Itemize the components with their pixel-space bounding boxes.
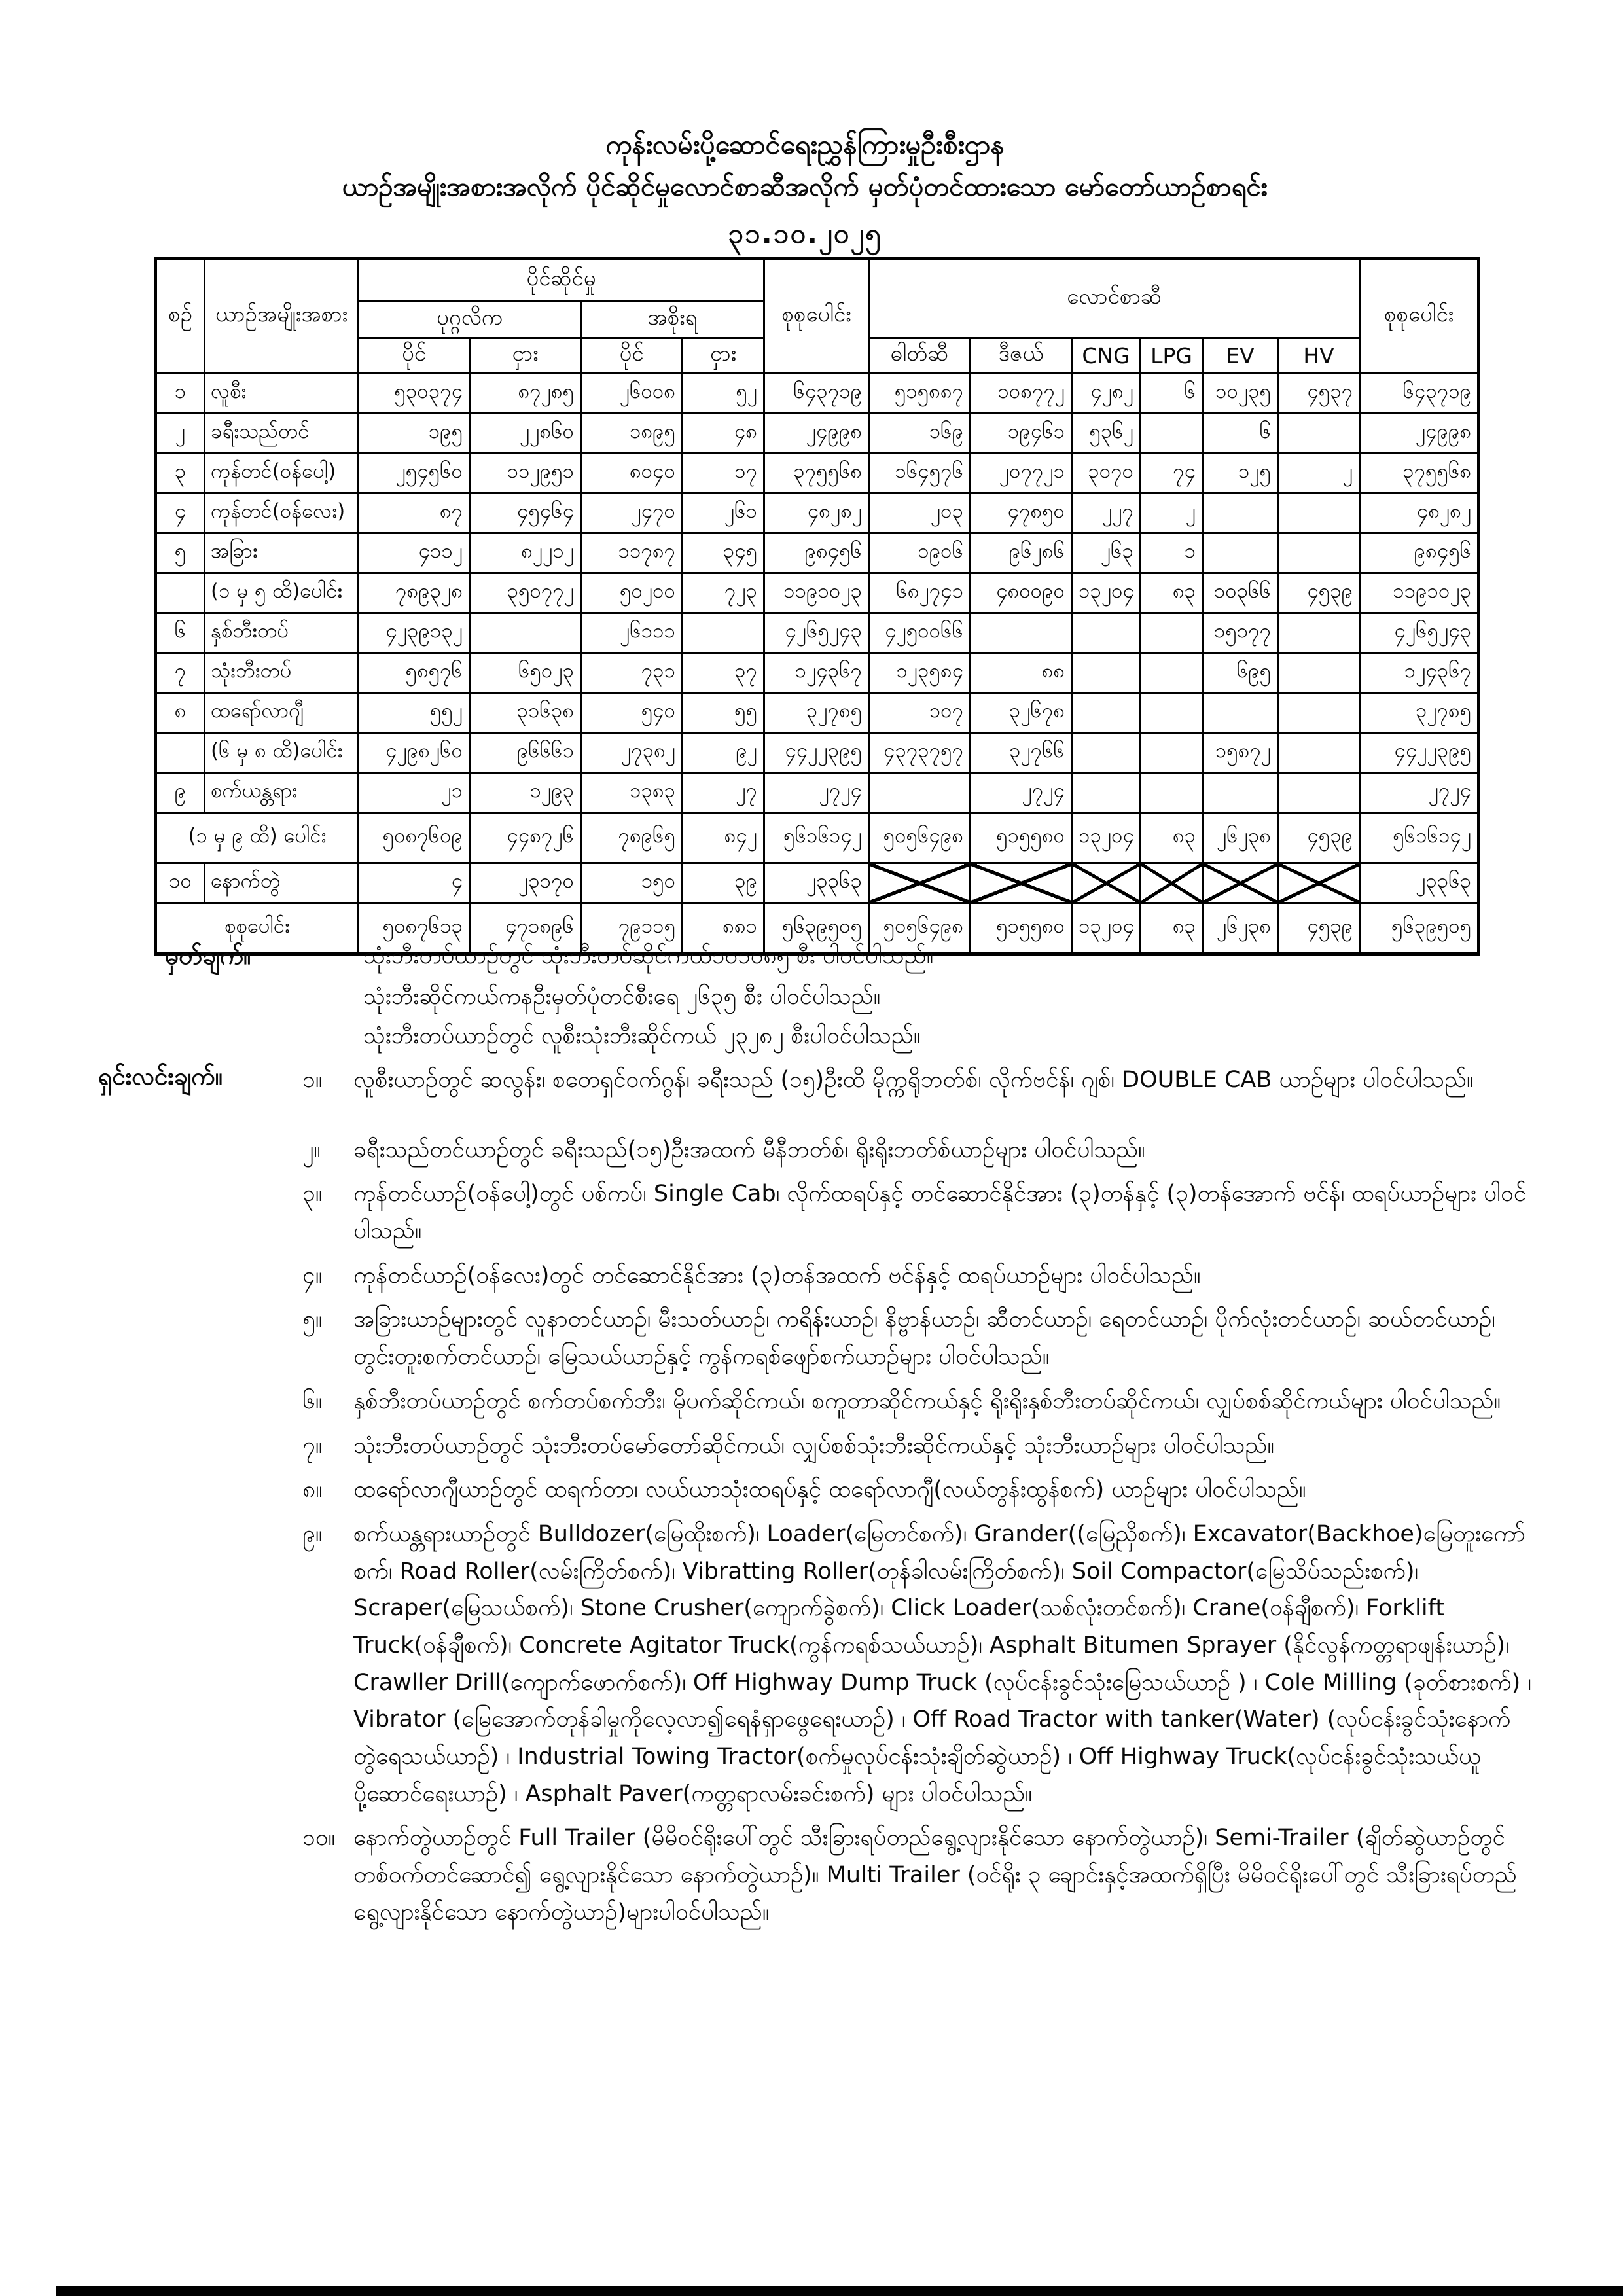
cell-private-hired: ၄၅၄၆၄ bbox=[470, 493, 581, 533]
cell-vehicle-type: သုံးဘီးတပ် bbox=[205, 653, 359, 693]
cell-ownership-total: ၅၆၁၆၁၄၂ bbox=[764, 813, 869, 863]
cell-diesel: ၂၀၇၇၂၁ bbox=[971, 454, 1072, 493]
cell-vehicle-type: စက်ယန္တရား bbox=[205, 773, 359, 813]
explanation-item bbox=[302, 1820, 1531, 1931]
cell-ev bbox=[1203, 773, 1278, 813]
subtotal-row-1-5 bbox=[156, 573, 1479, 613]
cell-hv bbox=[1278, 773, 1360, 813]
cell-govt-hired: ၃၄၅ bbox=[683, 533, 764, 573]
explanations-list bbox=[302, 1062, 1531, 1938]
cell-govt-hired: ၄၈ bbox=[683, 414, 764, 454]
cell-total: ၂၃၃၆၃ bbox=[1360, 863, 1479, 903]
cell-private-hired: ၄၇၁၈၉၆ bbox=[470, 903, 581, 954]
cell-private-hired: ၈၇၂၈၅ bbox=[470, 374, 581, 414]
cell-subtotal-label: (၆ မှ ၈ ထိ)ပေါင်း bbox=[205, 733, 359, 773]
cell-govt-owned: ၁၈၉၅ bbox=[581, 414, 683, 454]
table-row bbox=[156, 863, 1479, 903]
cell-total: ၃၇၅၅၆၈ bbox=[1360, 454, 1479, 493]
table-row bbox=[156, 374, 1479, 414]
cell-private-hired: ၂၂၈၆၀ bbox=[470, 414, 581, 454]
cell-ownership-total: ၁၂၄၃၆၇ bbox=[764, 653, 869, 693]
cell-hv: ၄၅၃၉ bbox=[1278, 903, 1360, 954]
col-header-private-hire: ငှား bbox=[470, 338, 581, 374]
cell-total: ၄၄၂၂၃၉၅ bbox=[1360, 733, 1479, 773]
cell-private-hired: ၃၁၆၃၈ bbox=[470, 693, 581, 733]
cell-cng: ၁၃၂၀၄ bbox=[1072, 813, 1141, 863]
note-line: သုံးဘီးတပ်ယာဉ်တွင် သုံးဘီးတပ်ဆိုင်ကယ်၁၀၁၀၈၅ စီး ပါဝင်ပါသည်။ bbox=[363, 943, 934, 969]
cell-diesel: ၄၈၀၀၉၀ bbox=[971, 573, 1072, 613]
cell-cng bbox=[1072, 773, 1141, 813]
cell-vehicle-type: နှစ်ဘီးတပ် bbox=[205, 613, 359, 653]
cell-govt-owned: ၇၈၉၆၅ bbox=[581, 813, 683, 863]
explanation-item bbox=[302, 1301, 1531, 1375]
cell-cng: ၄၂၈၂ bbox=[1072, 374, 1141, 414]
cell-private-owned: ၄၂၉၈၂၆၀ bbox=[359, 733, 470, 773]
cell-total: ၂၄၉၉၈ bbox=[1360, 414, 1479, 454]
cell-hv: ၄၅၃၉ bbox=[1278, 573, 1360, 613]
cell-total: ၉၈၄၅၆ bbox=[1360, 533, 1479, 573]
cell-no: ၅ bbox=[156, 533, 205, 573]
cell-ev bbox=[1203, 493, 1278, 533]
col-header-diesel: ဒီဇယ် bbox=[971, 338, 1072, 374]
col-header-government: အစိုးရ bbox=[581, 302, 764, 338]
cell-ev-crossed bbox=[1203, 863, 1278, 903]
cell-no: ၈ bbox=[156, 693, 205, 733]
explanations-label: ရှင်းလင်းချက်။ bbox=[98, 1062, 223, 1090]
col-header-no: စဉ် bbox=[156, 259, 205, 374]
explanation-item bbox=[302, 1175, 1531, 1249]
cell-private-owned: ၅၈၅၇၆ bbox=[359, 653, 470, 693]
table-row bbox=[156, 613, 1479, 653]
cell-ownership-total: ၂၄၉၉၈ bbox=[764, 414, 869, 454]
cell-private-owned: ၅၅၂ bbox=[359, 693, 470, 733]
note-line: သုံးဘီးတပ်ယာဉ်တွင် လူစီးသုံးဘီးဆိုင်ကယ် ၂၃၂၈၂ စီးပါဝင်ပါသည်။ bbox=[363, 1023, 921, 1049]
cell-vehicle-type: အခြား bbox=[205, 533, 359, 573]
cell-govt-owned: ၂၆၀၀၈ bbox=[581, 374, 683, 414]
cell-lpg: ၆ bbox=[1141, 374, 1203, 414]
cell-ev bbox=[1203, 533, 1278, 573]
cell-govt-hired: ၁၇ bbox=[683, 454, 764, 493]
cell-ownership-total: ၄၂၆၅၂၄၃ bbox=[764, 613, 869, 653]
cell-ev: ၂၆၂၃၈ bbox=[1203, 813, 1278, 863]
explanation-item bbox=[302, 1471, 1531, 1509]
col-header-hv: HV bbox=[1278, 338, 1360, 374]
item-number: ၃။ bbox=[302, 1181, 323, 1208]
cell-lpg-crossed bbox=[1141, 863, 1203, 903]
cell-hv: ၄၅၃၉ bbox=[1278, 813, 1360, 863]
table-row bbox=[156, 493, 1479, 533]
cell-total: ၁၁၉၁၀၂၃ bbox=[1360, 573, 1479, 613]
department-title: ကုန်းလမ်းပို့ဆောင်ရေးညွှန်ကြားမှုဦးစီးဌာန bbox=[605, 129, 1005, 160]
cell-hv: ၂ bbox=[1278, 454, 1360, 493]
report-date: ၃၁.၁၀.၂၀၂၅ bbox=[728, 217, 882, 249]
cell-no: ၄ bbox=[156, 493, 205, 533]
cell-lpg: ၈၃ bbox=[1141, 813, 1203, 863]
cell-hv bbox=[1278, 493, 1360, 533]
cell-lpg bbox=[1141, 773, 1203, 813]
cell-no: ၁၀ bbox=[156, 863, 205, 903]
cell-ev: ၆၉၅ bbox=[1203, 653, 1278, 693]
item-number: ၁၀။ bbox=[302, 1825, 335, 1852]
cell-lpg bbox=[1141, 653, 1203, 693]
cell-no: ၆ bbox=[156, 613, 205, 653]
cell-private-owned: ၂၁ bbox=[359, 773, 470, 813]
cell-ownership-total: ၃၇၅၅၆၈ bbox=[764, 454, 869, 493]
cell-govt-hired: ၇၂၃ bbox=[683, 573, 764, 613]
cell-ownership-total: ၉၈၄၅၆ bbox=[764, 533, 869, 573]
col-header-govt-own: ပိုင် bbox=[581, 338, 683, 374]
cell-cng bbox=[1072, 613, 1141, 653]
cell-diesel: ၁၀၈၇၇၂ bbox=[971, 374, 1072, 414]
col-header-private: ပုဂ္ဂလိက bbox=[359, 302, 581, 338]
cell-lpg: ၈၃ bbox=[1141, 573, 1203, 613]
data-table bbox=[154, 257, 1480, 956]
cell-cng: ၂၂၇ bbox=[1072, 493, 1141, 533]
col-header-ev: EV bbox=[1203, 338, 1278, 374]
item-number: ၈။ bbox=[302, 1477, 323, 1503]
cell-govt-hired: ၈၈၁ bbox=[683, 903, 764, 954]
cell-vehicle-type: ခရီးသည်တင် bbox=[205, 414, 359, 454]
cell-lpg: ၂ bbox=[1141, 493, 1203, 533]
cell-govt-owned: ၂၆၁၁၁ bbox=[581, 613, 683, 653]
cell-ev bbox=[1203, 693, 1278, 733]
cell-diesel: ၁၉၄၆၁ bbox=[971, 414, 1072, 454]
cell-ev: ၁၀၂၃၅ bbox=[1203, 374, 1278, 414]
cell-govt-hired: ၃၉ bbox=[683, 863, 764, 903]
cell-hv-crossed bbox=[1278, 863, 1360, 903]
item-number: ၄။ bbox=[302, 1262, 323, 1289]
cell-lpg bbox=[1141, 613, 1203, 653]
cell-diesel: ၅၁၅၅၈၀ bbox=[971, 903, 1072, 954]
table-row bbox=[156, 773, 1479, 813]
cell-no: ၂ bbox=[156, 414, 205, 454]
cell-govt-hired: ၂၆၁ bbox=[683, 493, 764, 533]
col-header-cng: CNG bbox=[1072, 338, 1141, 374]
note-line: သုံးဘီးဆိုင်ကယ်ကနဦးမှတ်ပုံတင်စီးရေ ၂၆၃၅ စီး ပါဝင်ပါသည်။ bbox=[363, 984, 881, 1010]
cell-ev: ၁၂၅ bbox=[1203, 454, 1278, 493]
cell-private-owned: ၄၁၁၂ bbox=[359, 533, 470, 573]
cell-cng: ၂၆၃ bbox=[1072, 533, 1141, 573]
cell-petrol: ၅၀၅၆၄၉၈ bbox=[869, 813, 971, 863]
cell-vehicle-type: နောက်တွဲ bbox=[205, 863, 359, 903]
item-text: စက်ယန္တရားယာဉ်တွင် Bulldozer(မြေထိုးစက်)၊ Loader(မြေတင်စက်)၊ Grander((မြေညှိစက်)၊ Excavator(Backhoe)မြေတူးကော်စက်၊ Road Roller(လမ်းကြိတ်စက်)၊ Vibratting Roller(တုန်ခါလမ်းကြိတ်စက်)၊ Soil Compactor(မြေသိပ်သည်းစက်)၊ Scraper(မြေသယ်စက်)၊ Stone Crusher(ကျောက်ခွဲစက်)၊ Click Loader(သစ်လုံးတင်စက်)၊ Crane(ဝန်ချီစက်)၊ Forklift Truck(ဝန်ချီစက်)၊ Concrete Agitator Truck(ကွန်ကရစ်သယ်ယာဉ်)၊ Asphalt Bitumen Sprayer (နိုင်လွန်ကတ္တရာဖျန်းယာဉ်)၊Crawller Drill(ကျောက်ဖောက်စက်)၊ Off Highway Dump Truck (လုပ်ငန်းခွင်သုံးမြေသယ်ယာဉ် ) ၊ Cole Milling (ခုတ်စားစက်) ၊ Vibrator (မြေအောက်တုန်ခါမှုကိုလေ့လာ၍ရေနံရှာဖွေရေးယာဉ်) ၊ Off Road Tractor with tanker(Water) (လုပ်ငန်းခွင်သုံးနောက်တွဲရေသယ်ယာဉ်) ၊ Industrial Towing Tractor(စက်မှုလုပ်ငန်းသုံးချိတ်ဆွဲယာဉ်) ၊ Off Highway Truck(လုပ်ငန်းခွင်သုံးသယ်ယူပို့ဆောင်ရေးယာဉ်) ၊ Asphalt Paver(ကတ္တရာလမ်းခင်းစက်) များ ပါဝင်ပါသည်။ bbox=[353, 1520, 1531, 1807]
cell-total: ၆၄၃၇၁၉ bbox=[1360, 374, 1479, 414]
item-text: လူစီးယာဉ်တွင် ဆလွန်း၊ စတေရှင်ဝက်ဂွန်၊ ခရီးသည် (၁၅)ဦးထိ မိုက္ကရိုဘတ်စ်၊ လိုက်ဗင်န်၊ ဂျစ်၊ DOUBLE CAB ယာဉ်များ ပါဝင်ပါသည်။ bbox=[353, 1067, 1474, 1093]
cell-private-hired: ၈၂၂၁၂ bbox=[470, 533, 581, 573]
cell-govt-owned: ၁၁၇၈၇ bbox=[581, 533, 683, 573]
cell-private-owned: ၄၂၃၉၁၃၂ bbox=[359, 613, 470, 653]
cell-petrol: ၄၂၅၀၀၆၆ bbox=[869, 613, 971, 653]
cell-private-hired: ၁၂၉၃ bbox=[470, 773, 581, 813]
cell-no: ၃ bbox=[156, 454, 205, 493]
item-text: ကုန်တင်ယာဉ်(ဝန်ပေါ့)တွင် ပစ်ကပ်၊ Single Cab၊ လိုက်ထရပ်နှင့် တင်ဆောင်နိုင်အား (၃)တန်နှင့် (၃)တန်အောက် ဗင်န်၊ ထရပ်ယာဉ်များ ပါဝင်ပါသည်။ bbox=[353, 1181, 1527, 1245]
item-number: ၂။ bbox=[302, 1136, 321, 1163]
cell-diesel: ၉၆၂၈၆ bbox=[971, 533, 1072, 573]
col-header-vehicle-type: ယာဉ်အမျိုးအစား bbox=[205, 259, 359, 374]
cell-private-owned: ၅၀၈၇၆၁၃ bbox=[359, 903, 470, 954]
cell-private-hired: ၉၆၆၆၁ bbox=[470, 733, 581, 773]
cell-no: ၁ bbox=[156, 374, 205, 414]
table-row bbox=[156, 653, 1479, 693]
header-row-1 bbox=[156, 259, 1479, 302]
cell-diesel bbox=[971, 613, 1072, 653]
cell-total: ၅၆၃၉၅၀၅ bbox=[1360, 903, 1479, 954]
table-row bbox=[156, 454, 1479, 493]
cell-ownership-total: ၅၆၃၉၅၀၅ bbox=[764, 903, 869, 954]
item-text: နှစ်ဘီးတပ်ယာဉ်တွင် စက်တပ်စက်ဘီး၊ မိုပက်ဆိုင်ကယ်၊ စကူတာဆိုင်ကယ်နှင့် ရိုးရိုးနှစ်ဘီးတပ်ဆိုင်ကယ်၊ လျှပ်စစ်ဆိုင်ကယ်များ ပါဝင်ပါသည်။ bbox=[353, 1388, 1501, 1414]
cell-diesel: ၈၈ bbox=[971, 653, 1072, 693]
cell-govt-owned: ၂၇၃၈၂ bbox=[581, 733, 683, 773]
col-header-grand-total: စုစုပေါင်း bbox=[1360, 259, 1479, 374]
cell-govt-hired: ၃၇ bbox=[683, 653, 764, 693]
cell-ev: ၁၅၁၇၇ bbox=[1203, 613, 1278, 653]
cell-vehicle-type: ကုန်တင်(ဝန်ပေါ့) bbox=[205, 454, 359, 493]
item-number: ၉။ bbox=[302, 1520, 323, 1547]
cell-no bbox=[156, 573, 205, 613]
cell-diesel: ၂၇၂၄ bbox=[971, 773, 1072, 813]
cell-no: ၇ bbox=[156, 653, 205, 693]
cell-diesel: ၃၂၆၇၈ bbox=[971, 693, 1072, 733]
cell-govt-hired: ၅၂ bbox=[683, 374, 764, 414]
cell-private-owned: ၅၀၈၇၆၀၉ bbox=[359, 813, 470, 863]
cell-diesel-crossed bbox=[971, 863, 1072, 903]
cell-govt-owned: ၈၀၄၀ bbox=[581, 454, 683, 493]
cell-ownership-total: ၃၂၇၈၅ bbox=[764, 693, 869, 733]
cell-cng bbox=[1072, 733, 1141, 773]
cell-hv bbox=[1278, 533, 1360, 573]
report-title: ယာဉ်အမျိုးအစားအလိုက် ပိုင်ဆိုင်မှုလောင်စာဆီအလိုက် မှတ်ပုံတင်ထားသော မော်တော်ယာဉ်စာရင်း bbox=[342, 172, 1268, 202]
cell-vehicle-type: ကုန်တင်(ဝန်လေး) bbox=[205, 493, 359, 533]
explanation-item bbox=[302, 1383, 1531, 1420]
col-header-private-own: ပိုင် bbox=[359, 338, 470, 374]
col-header-govt-hire: ငှား bbox=[683, 338, 764, 374]
cell-govt-owned: ၅၀၂၀၀ bbox=[581, 573, 683, 613]
cell-ownership-total: ၄၄၂၂၃၉၅ bbox=[764, 733, 869, 773]
cell-petrol-crossed bbox=[869, 863, 971, 903]
cell-ev: ၁၅၈၇၂ bbox=[1203, 733, 1278, 773]
cell-total: ၄၂၆၅၂၄၃ bbox=[1360, 613, 1479, 653]
cell-cng: ၁၃၂၀၄ bbox=[1072, 903, 1141, 954]
cell-hv bbox=[1278, 414, 1360, 454]
cell-private-hired: ၄၄၈၇၂၆ bbox=[470, 813, 581, 863]
item-text: ခရီးသည်တင်ယာဉ်တွင် ခရီးသည်(၁၅)ဦးအထက် မီနီဘတ်စ်၊ ရိုးရိုးဘတ်စ်ယာဉ်များ ပါဝင်ပါသည်။ bbox=[353, 1136, 1145, 1163]
col-header-lpg: LPG bbox=[1141, 338, 1203, 374]
cell-ev: ၆ bbox=[1203, 414, 1278, 454]
cell-total: ၅၆၁၆၁၄၂ bbox=[1360, 813, 1479, 863]
cell-vehicle-type: လူစီး bbox=[205, 374, 359, 414]
cell-govt-owned: ၇၉၁၁၅ bbox=[581, 903, 683, 954]
cell-cng-crossed bbox=[1072, 863, 1141, 903]
notes-label: မှတ်ချက်။ bbox=[165, 942, 251, 970]
cell-hv bbox=[1278, 613, 1360, 653]
cell-ownership-total: ၁၁၉၁၀၂၃ bbox=[764, 573, 869, 613]
subtotal-row-1-9 bbox=[156, 813, 1479, 863]
cell-private-hired: ၁၁၂၉၅၁ bbox=[470, 454, 581, 493]
cell-ownership-total: ၂၇၂၄ bbox=[764, 773, 869, 813]
cell-petrol: ၄၃၇၃၇၅၇ bbox=[869, 733, 971, 773]
item-text: နောက်တွဲယာဉ်တွင် Full Trailer (မိမိဝင်ရိုးပေါ်တွင် သီးခြားရပ်တည်ရွေ့လျားနိုင်သော နောက်တွဲယာဉ်)၊ Semi-Trailer (ချိတ်ဆွဲယာဉ်တွင် တစ်ဝက်တင်ဆောင်၍ ရွေ့လျားနိုင်သော နောက်တွဲယာဉ်)။ Multi Trailer (ဝင်ရိုး ၃ ချောင်းနှင့်အထက်ရှိပြီး မိမိဝင်ရိုးပေါ်တွင် သီးခြားရပ်တည်ရွေ့လျားနိုင်သော နောက်တွဲယာဉ်)များပါဝင်ပါသည်။ bbox=[353, 1825, 1517, 1926]
vehicle-registration-table bbox=[154, 257, 1480, 956]
cell-hv: ၄၅၃၇ bbox=[1278, 374, 1360, 414]
cell-ev: ၂၆၂၃၈ bbox=[1203, 903, 1278, 954]
col-header-petrol: ဓါတ်ဆီ bbox=[869, 338, 971, 374]
item-text: သုံးဘီးတပ်ယာဉ်တွင် သုံးဘီးတပ်မော်တော်ဆိုင်ကယ်၊ လျှပ်စစ်သုံးဘီးဆိုင်ကယ်နှင့် သုံးဘီးယာဉ်များ ပါဝင်ပါသည်။ bbox=[353, 1432, 1274, 1459]
item-text: အခြားယာဉ်များတွင် လူနာတင်ယာဉ်၊ မီးသတ်ယာဉ်၊ ကရိန်းယာဉ်၊ နိဗ္ဗာန်ယာဉ်၊ ဆီတင်ယာဉ်၊ ရေတင်ယာဉ်၊ ပိုက်လုံးတင်ယာဉ်၊ ဆယ်တင်ယာဉ်၊ တွင်းတူးစက်တင်ယာဉ်၊ မြေသယ်ယာဉ်နှင့် ကွန်ကရစ်ဖျော်စက်ယာဉ်များ ပါဝင်ပါသည်။ bbox=[353, 1306, 1495, 1371]
cell-govt-owned: ၂၄၇၀ bbox=[581, 493, 683, 533]
cell-govt-owned: ၁၅၀ bbox=[581, 863, 683, 903]
cell-cng: ၁၃၂၀၄ bbox=[1072, 573, 1141, 613]
cell-total: ၃၂၇၈၅ bbox=[1360, 693, 1479, 733]
cell-private-owned: ၄ bbox=[359, 863, 470, 903]
cell-lpg: ၁ bbox=[1141, 533, 1203, 573]
cell-petrol: ၁၀၇ bbox=[869, 693, 971, 733]
cell-total: ၄၈၂၈၂ bbox=[1360, 493, 1479, 533]
cell-cng: ၅၃၆၂ bbox=[1072, 414, 1141, 454]
cell-vehicle-type: ထရော်လာဂျီ bbox=[205, 693, 359, 733]
item-number: ၅။ bbox=[302, 1306, 323, 1333]
cell-govt-owned: ၁၃၈၃ bbox=[581, 773, 683, 813]
cell-ownership-total: ၂၃၃၆၃ bbox=[764, 863, 869, 903]
cell-petrol: ၁၂၃၅၈၄ bbox=[869, 653, 971, 693]
cell-cng: ၃၀၇၀ bbox=[1072, 454, 1141, 493]
explanation-item bbox=[302, 1516, 1531, 1813]
cell-hv bbox=[1278, 653, 1360, 693]
cell-govt-hired bbox=[683, 613, 764, 653]
cell-total: ၁၂၄၃၆၇ bbox=[1360, 653, 1479, 693]
cell-private-hired: ၆၅၀၂၃ bbox=[470, 653, 581, 693]
cell-diesel: ၃၂၇၆၆ bbox=[971, 733, 1072, 773]
cell-govt-owned: ၅၄၀ bbox=[581, 693, 683, 733]
cell-govt-hired: ၅၅ bbox=[683, 693, 764, 733]
cell-petrol: ၆၈၂၇၄၁ bbox=[869, 573, 971, 613]
cell-ownership-total: ၆၄၃၇၁၉ bbox=[764, 374, 869, 414]
item-number: ၇။ bbox=[302, 1432, 323, 1459]
col-header-ownership-total: စုစုပေါင်း bbox=[764, 259, 869, 374]
cell-private-owned: ၈၇ bbox=[359, 493, 470, 533]
scan-edge-artifact bbox=[56, 2286, 1623, 2296]
cell-govt-hired: ၉၂ bbox=[683, 733, 764, 773]
cell-private-owned: ၂၅၄၅၆၀ bbox=[359, 454, 470, 493]
cell-total: ၂၇၂၄ bbox=[1360, 773, 1479, 813]
explanation-item bbox=[302, 1427, 1531, 1465]
cell-petrol: ၁၆၄၅၇၆ bbox=[869, 454, 971, 493]
cell-lpg: ၈၃ bbox=[1141, 903, 1203, 954]
cell-private-hired: ၃၅၀၇၇၂ bbox=[470, 573, 581, 613]
col-header-ownership: ပိုင်ဆိုင်မှု bbox=[359, 259, 764, 302]
subtotal-row-6-8 bbox=[156, 733, 1479, 773]
cell-subtotal-label: (၁ မှ ၉ ထိ) ပေါင်း bbox=[156, 813, 359, 863]
explanation-item bbox=[302, 1062, 1531, 1099]
item-number: ၆။ bbox=[302, 1388, 323, 1414]
cell-hv bbox=[1278, 693, 1360, 733]
cell-cng bbox=[1072, 653, 1141, 693]
explanation-item bbox=[302, 1132, 1531, 1169]
cell-private-hired bbox=[470, 613, 581, 653]
explanation-item bbox=[302, 1257, 1531, 1295]
item-number: ၁။ bbox=[302, 1067, 323, 1093]
cell-lpg bbox=[1141, 414, 1203, 454]
cell-lpg: ၇၄ bbox=[1141, 454, 1203, 493]
cell-govt-hired: ၈၄၂ bbox=[683, 813, 764, 863]
cell-no: ၉ bbox=[156, 773, 205, 813]
cell-petrol: ၅၀၅၆၄၉၈ bbox=[869, 903, 971, 954]
cell-govt-owned: ၇၃၁ bbox=[581, 653, 683, 693]
cell-subtotal-label: (၁ မှ ၅ ထိ)ပေါင်း bbox=[205, 573, 359, 613]
cell-diesel: ၄၇၈၅၀ bbox=[971, 493, 1072, 533]
table-row bbox=[156, 533, 1479, 573]
item-text: ထရော်လာဂျီယာဉ်တွင် ထရက်တာ၊ လယ်ယာသုံးထရပ်နှင့် ထရော်လာဂျီ(လယ်တွန်းထွန်စက်) ယာဉ်များ ပါဝင်ပါသည်။ bbox=[353, 1477, 1306, 1503]
cell-lpg bbox=[1141, 733, 1203, 773]
cell-petrol: ၂၀၃ bbox=[869, 493, 971, 533]
cell-private-owned: ၁၉၅ bbox=[359, 414, 470, 454]
cell-petrol: ၁၉၀၆ bbox=[869, 533, 971, 573]
cell-petrol: ၅၁၅၈၈၇ bbox=[869, 374, 971, 414]
table-row bbox=[156, 693, 1479, 733]
table-row bbox=[156, 414, 1479, 454]
cell-grand-total-label: စုစုပေါင်း bbox=[156, 903, 359, 954]
cell-ownership-total: ၄၈၂၈၂ bbox=[764, 493, 869, 533]
cell-petrol bbox=[869, 773, 971, 813]
cell-diesel: ၅၁၅၅၈၀ bbox=[971, 813, 1072, 863]
cell-private-owned: ၅၃၀၃၇၄ bbox=[359, 374, 470, 414]
cell-govt-hired: ၂၇ bbox=[683, 773, 764, 813]
cell-cng bbox=[1072, 693, 1141, 733]
cell-hv bbox=[1278, 733, 1360, 773]
cell-ev: ၁၀၃၆၆ bbox=[1203, 573, 1278, 613]
cell-no bbox=[156, 733, 205, 773]
cell-petrol: ၁၆၉ bbox=[869, 414, 971, 454]
cell-private-owned: ၇၈၉၃၂၈ bbox=[359, 573, 470, 613]
item-text: ကုန်တင်ယာဉ်(ဝန်လေး)တွင် တင်ဆောင်နိုင်အား (၃)တန်အထက် ဗင်န်နှင့် ထရပ်ယာဉ်များ ပါဝင်ပါသည်။ bbox=[353, 1262, 1201, 1289]
cell-private-hired: ၂၃၁၇၀ bbox=[470, 863, 581, 903]
cell-lpg bbox=[1141, 693, 1203, 733]
col-header-fuel: လောင်စာဆီ bbox=[869, 259, 1360, 338]
